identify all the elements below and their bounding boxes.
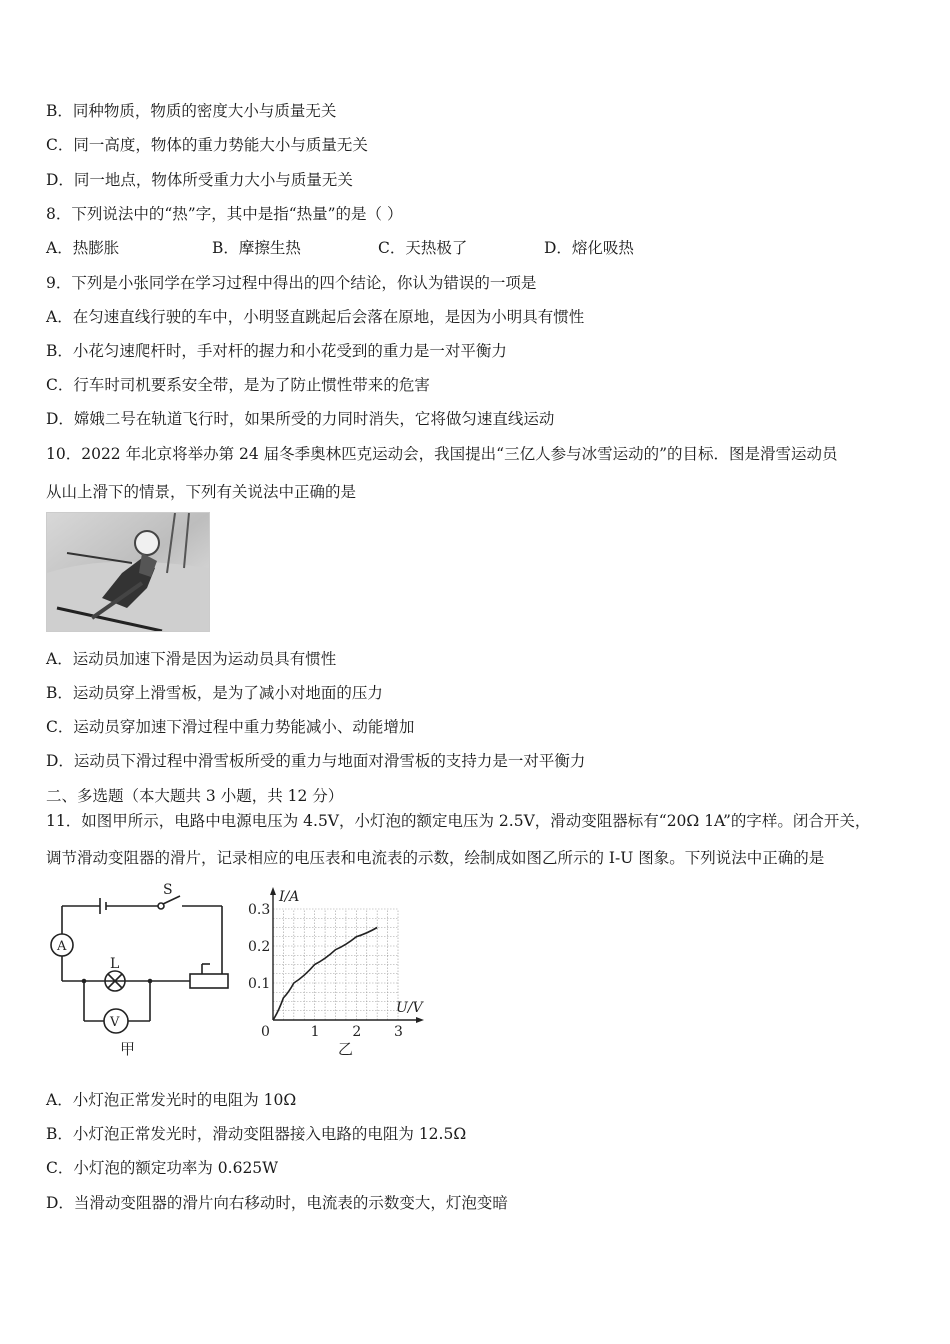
q11-option-c: C．小灯泡的额定功率为 0.625W bbox=[46, 1159, 279, 1177]
x-tick-label: 0 bbox=[261, 1024, 270, 1040]
q10-option-a: A．运动员加速下滑是因为运动员具有惯性 bbox=[46, 650, 337, 668]
q7-option-d: D．同一地点，物体所受重力大小与质量无关 bbox=[46, 171, 353, 189]
q11-option-a: A．小灯泡正常发光时的电阻为 10Ω bbox=[46, 1091, 297, 1109]
switch-label: S bbox=[163, 882, 173, 898]
circuit-diagram bbox=[40, 882, 235, 1062]
q10-stem-line1: 10．2022 年北京将举办第 24 届冬季奥林匹克运动会，我国提出“三亿人参与冰雪运动的”的目标．图是滑雪运动员 bbox=[46, 445, 838, 463]
q8-option-a: A．热膨胀 bbox=[46, 239, 120, 257]
y-axis-label: I/A bbox=[279, 889, 300, 905]
x-tick-label: 3 bbox=[394, 1024, 403, 1040]
q10-option-c: C．运动员穿加速下滑过程中重力势能减小、动能增加 bbox=[46, 718, 415, 736]
circuit-caption: 甲 bbox=[120, 1040, 136, 1058]
voltmeter-label: V bbox=[110, 1015, 120, 1030]
y-tick-label: 0.2 bbox=[248, 939, 271, 955]
q8-options bbox=[46, 238, 710, 258]
x-axis-arrow bbox=[416, 1017, 424, 1023]
y-tick-label: 0.3 bbox=[248, 902, 271, 918]
q11-option-d: D．当滑动变阻器的滑片向右移动时，电流表的示数变大，灯泡变暗 bbox=[46, 1194, 508, 1212]
q8-option-d: D．熔化吸热 bbox=[544, 239, 634, 257]
x-tick-label: 1 bbox=[310, 1024, 320, 1040]
q9-stem: 9．下列是小张同学在学习过程中得出的四个结论，你认为错误的一项是 bbox=[46, 274, 537, 292]
q10-option-d: D．运动员下滑过程中滑雪板所受的重力与地面对滑雪板的支持力是一对平衡力 bbox=[46, 752, 586, 770]
x-axis-label: U/V bbox=[396, 1000, 423, 1016]
skier-photo bbox=[46, 512, 210, 632]
q8-option-b: B．摩擦生热 bbox=[212, 239, 301, 257]
q11-stem-line1: 11．如图甲所示，电路中电源电压为 4.5V，小灯泡的额定电压为 2.5V，滑动变阻器标有“20Ω 1A”的字样。闭合开关， bbox=[46, 812, 871, 830]
y-axis-arrow bbox=[270, 887, 276, 895]
q9-option-a: A．在匀速直线行驶的车中，小明竖直跳起后会落在原地，是因为小明具有惯性 bbox=[46, 308, 585, 326]
q9-option-b: B．小花匀速爬杆时，手对杆的握力和小花受到的重力是一对平衡力 bbox=[46, 342, 507, 360]
section-2-heading: 二、多选题（本大题共 3 小题，共 12 分） bbox=[46, 787, 344, 805]
q9-option-c: C．行车时司机要系安全带，是为了防止惯性带来的危害 bbox=[46, 376, 430, 394]
q11-option-b: B．小灯泡正常发光时，滑动变阻器接入电路的电阻为 12.5Ω bbox=[46, 1125, 467, 1143]
q10-option-b: B．运动员穿上滑雪板，是为了减小对地面的压力 bbox=[46, 684, 383, 702]
q9-option-d: D．嫦娥二号在轨道飞行时，如果所受的力同时消失，它将做匀速直线运动 bbox=[46, 410, 555, 428]
iu-chart bbox=[246, 882, 436, 1062]
lamp-label: L bbox=[110, 956, 120, 972]
q7-option-b: B．同种物质，物质的密度大小与质量无关 bbox=[46, 102, 337, 120]
x-tick-label: 2 bbox=[352, 1024, 362, 1040]
q10-stem-line2: 从山上滑下的情景，下列有关说法中正确的是 bbox=[46, 483, 357, 501]
q8-option-c: C．天热极了 bbox=[378, 239, 468, 257]
q7-option-c: C．同一高度，物体的重力势能大小与质量无关 bbox=[46, 136, 368, 154]
ammeter-label: A bbox=[57, 939, 67, 954]
q11-stem-line2: 调节滑动变阻器的滑片，记录相应的电压表和电流表的示数，绘制成如图乙所示的 I-U 图象。下列说法中正确的是 bbox=[46, 849, 825, 867]
q8-stem: 8．下列说法中的“热”字，其中是指“热量”的是（ ） bbox=[46, 205, 403, 223]
y-tick-label: 0.1 bbox=[248, 976, 271, 992]
chart-caption: 乙 bbox=[338, 1040, 354, 1058]
